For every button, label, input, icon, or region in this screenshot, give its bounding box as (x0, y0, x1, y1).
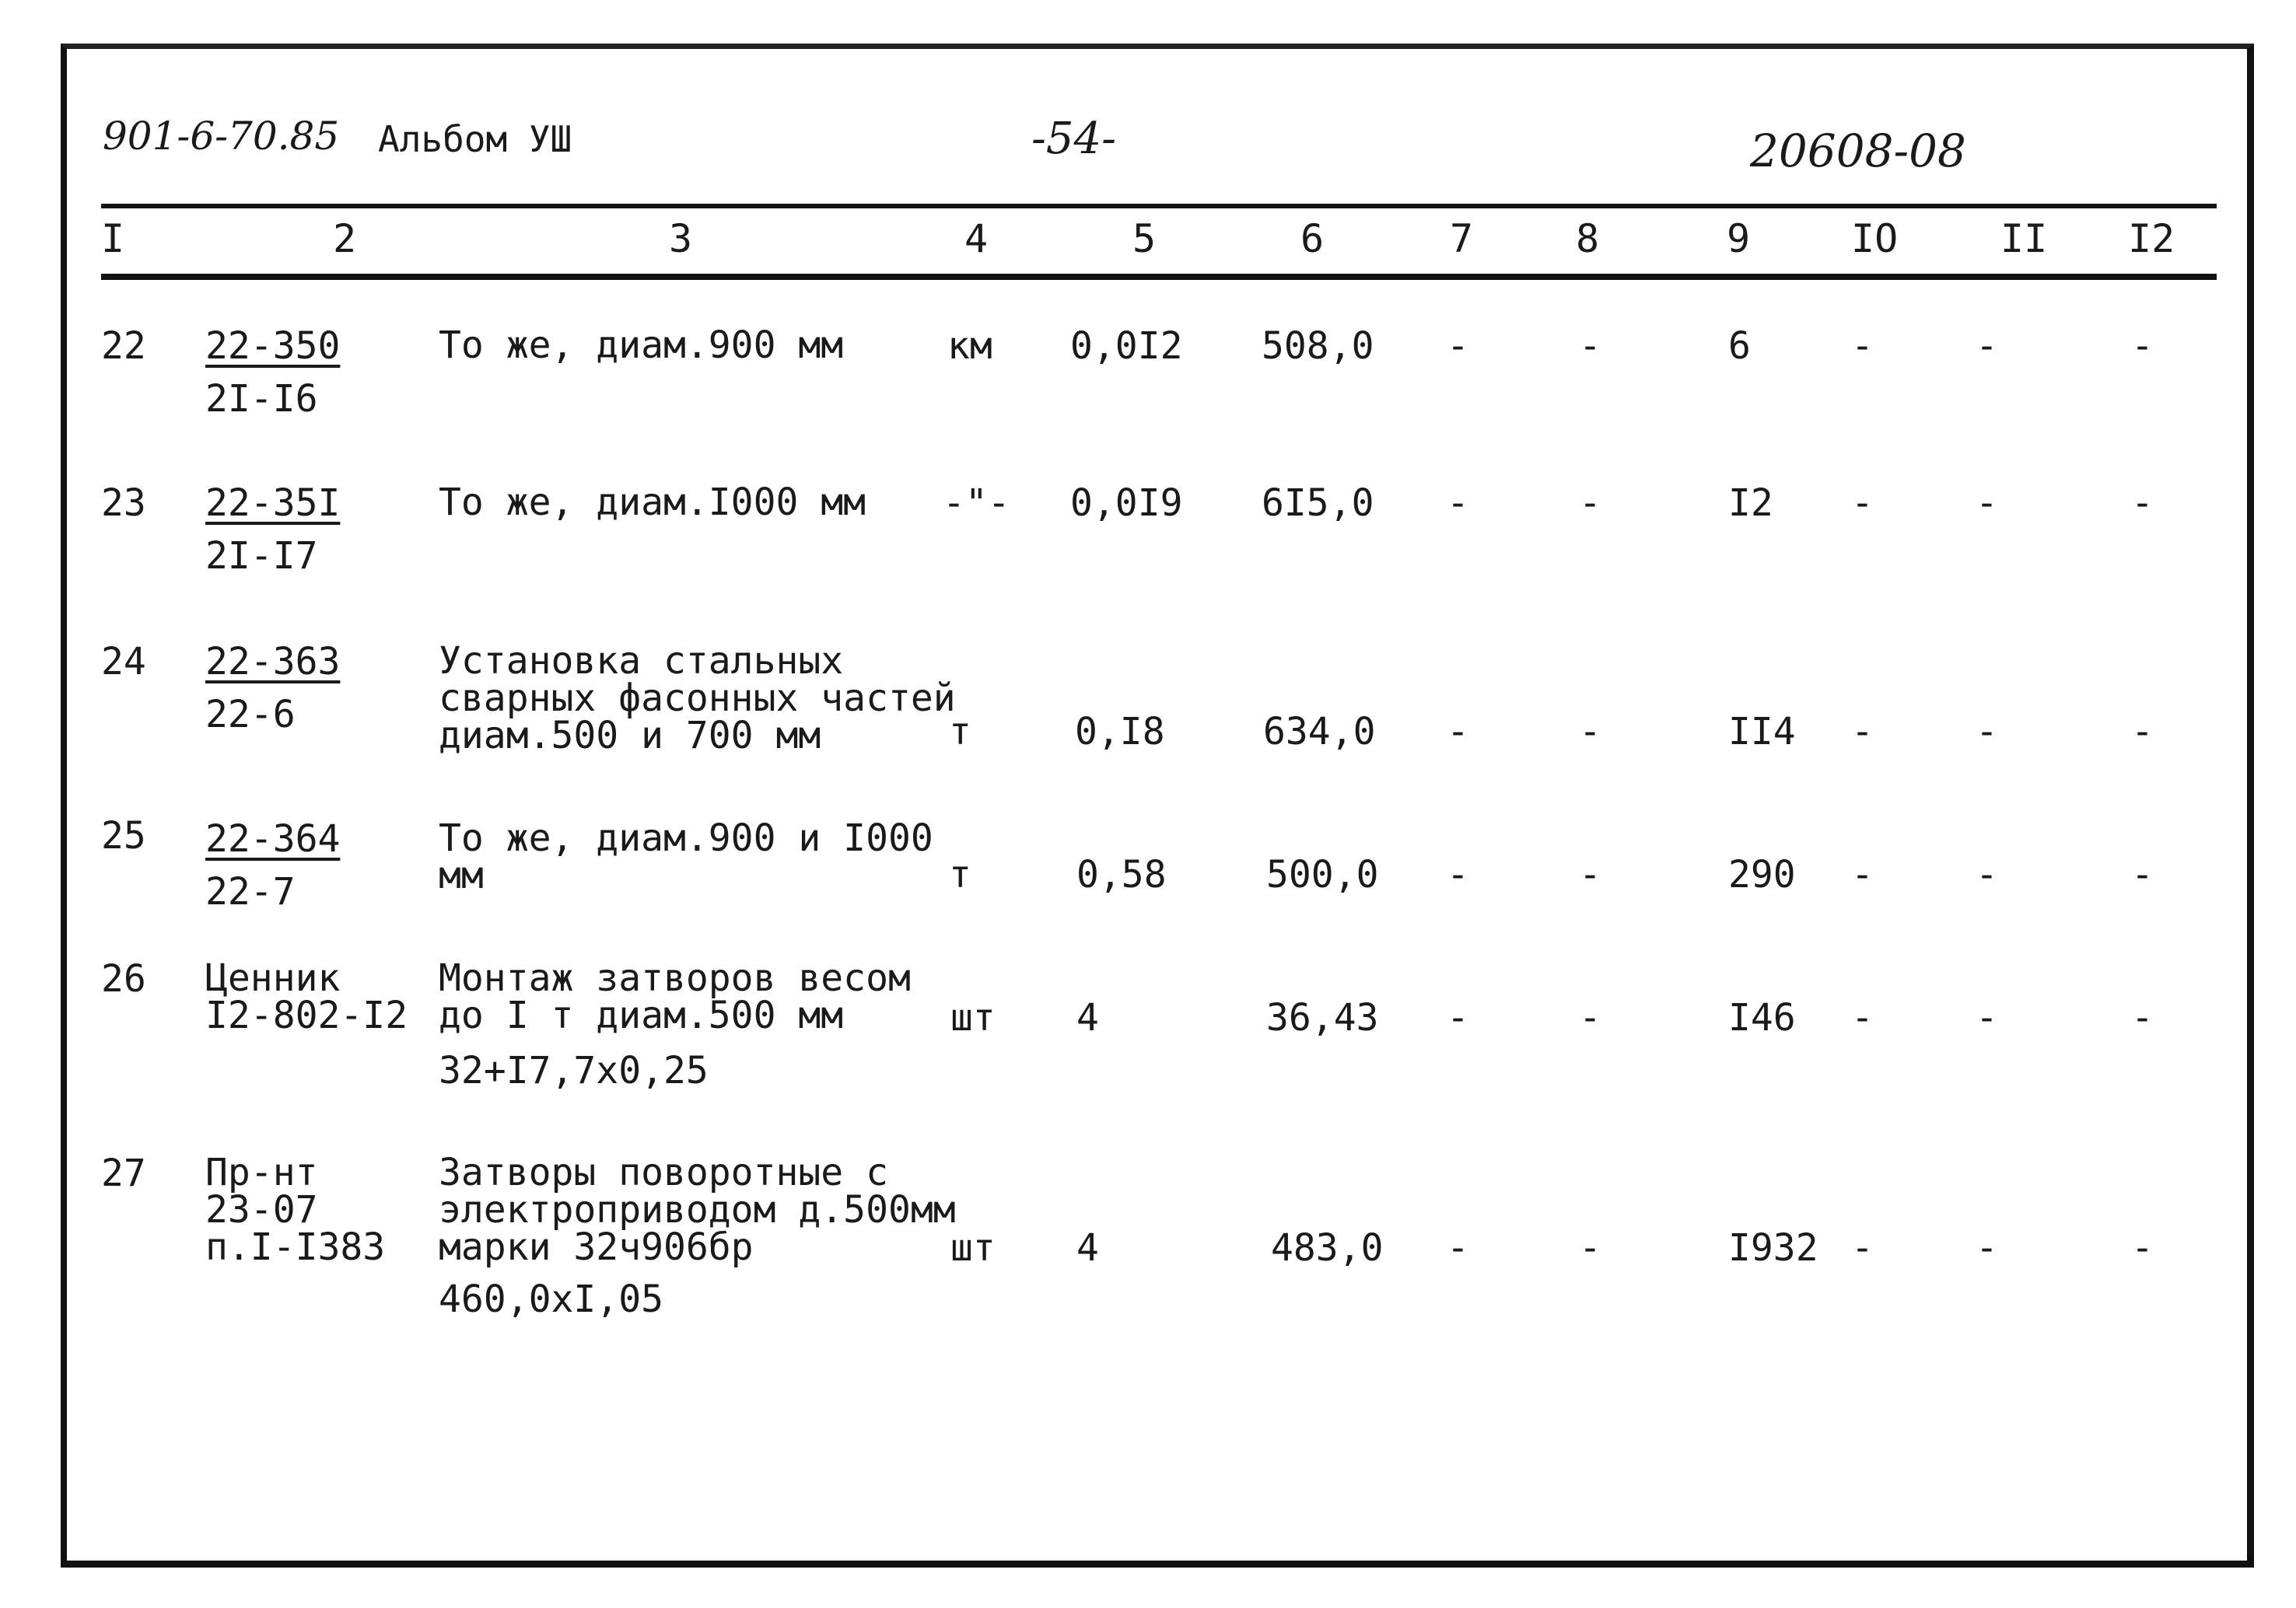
col10-value: - (1851, 481, 1874, 525)
col12-value: - (2131, 324, 2154, 368)
price-calculation: 32+I7,7x0,25 (439, 1049, 709, 1092)
col10-value: - (1851, 853, 1874, 897)
col-header-10: IO (1851, 216, 1899, 261)
col10-value: - (1851, 324, 1874, 368)
quantity: 4 (1076, 1226, 1099, 1270)
price-reference: Пр-нт 23-07 п.I-I383 (205, 1151, 386, 1269)
code-top: 22-364 (205, 817, 341, 861)
col-header-5: 5 (1132, 216, 1157, 261)
col-header-4: 4 (964, 216, 989, 261)
col7-value: - (1447, 1226, 1469, 1270)
doc-code: 901-6-70.85 (103, 114, 340, 159)
col-header-2: 2 (333, 216, 357, 261)
col7-value: - (1447, 481, 1469, 525)
col10-value: - (1851, 996, 1874, 1040)
col12-value: - (2131, 481, 2154, 525)
total-value: I932 (1728, 1226, 1818, 1270)
description: Установка стальных сварных фасонных частей диам.500 и 700 мм (439, 639, 956, 757)
row-number: 23 (101, 481, 146, 525)
page-frame (61, 44, 2254, 1568)
unit: т (949, 853, 971, 897)
col10-value: - (1851, 710, 1874, 753)
sheet-code: 20608-08 (1750, 124, 1966, 177)
code-top: 22-350 (205, 324, 341, 368)
unit-price: 634,0 (1263, 710, 1376, 753)
code-bottom: 2I-I7 (205, 534, 318, 578)
col7-value: - (1447, 853, 1469, 897)
col12-value: - (2131, 710, 2154, 753)
unit: шт (950, 1226, 996, 1270)
col-header-1: I (101, 216, 125, 261)
code-top: 22-35I (205, 481, 341, 525)
col12-value: - (2131, 853, 2154, 897)
code-top: 22-363 (205, 640, 341, 683)
description: То же, диам.900 и I000 мм (439, 816, 933, 897)
description: То же, диам.900 мм (439, 323, 844, 367)
total-value: I2 (1728, 481, 1773, 525)
header-bottom-rule (101, 274, 2217, 280)
col8-value: - (1579, 324, 1601, 368)
row-number: 25 (101, 814, 146, 858)
description: Затворы поворотные с электроприводом д.500мм марки 32ч906бр (439, 1151, 956, 1269)
unit-price: 36,43 (1266, 996, 1379, 1040)
unit-price: 508,0 (1262, 324, 1374, 368)
unit: т (949, 710, 971, 753)
col12-value: - (2131, 1226, 2154, 1270)
album-label: Альбом УШ (378, 118, 572, 160)
quantity: 0,0I9 (1070, 481, 1183, 525)
quantity: 0,I8 (1075, 710, 1165, 753)
col8-value: - (1579, 710, 1601, 753)
col-header-7: 7 (1450, 216, 1474, 261)
col11-value: - (1976, 481, 1998, 525)
col8-value: - (1579, 996, 1601, 1040)
col-header-8: 8 (1576, 216, 1600, 261)
quantity: 4 (1076, 996, 1099, 1040)
description: То же, диам.I000 мм (439, 481, 866, 524)
unit-price: 483,0 (1271, 1226, 1384, 1270)
code-bottom: 2I-I6 (205, 377, 318, 421)
col-header-9: 9 (1727, 216, 1751, 261)
col11-value: - (1976, 710, 1998, 753)
row-number: 24 (101, 640, 146, 683)
col11-value: - (1976, 996, 1998, 1040)
unit: шт (950, 996, 996, 1040)
col-header-12: I2 (2128, 216, 2175, 261)
unit: -"- (943, 481, 1010, 525)
col8-value: - (1579, 481, 1601, 525)
total-value: 6 (1728, 324, 1751, 368)
header-top-rule (101, 204, 2217, 208)
unit-price: 500,0 (1266, 853, 1379, 897)
price-reference: Ценник I2-802-I2 (205, 956, 408, 1037)
col-header-11: II (2000, 216, 2048, 261)
row-number: 27 (101, 1152, 146, 1195)
col11-value: - (1976, 324, 1998, 368)
row-number: 22 (101, 324, 146, 368)
col-header-6: 6 (1300, 216, 1325, 261)
code-bottom: 22-7 (205, 870, 296, 914)
col7-value: - (1447, 996, 1469, 1040)
col7-value: - (1447, 324, 1469, 368)
col8-value: - (1579, 1226, 1601, 1270)
price-calculation: 460,0xI,05 (439, 1278, 663, 1321)
quantity: 0,0I2 (1070, 324, 1183, 368)
col8-value: - (1579, 853, 1601, 897)
total-value: II4 (1728, 710, 1796, 753)
col11-value: - (1976, 853, 1998, 897)
total-value: 290 (1728, 853, 1796, 897)
col10-value: - (1851, 1226, 1874, 1270)
total-value: I46 (1728, 996, 1796, 1040)
unit: км (947, 324, 992, 368)
unit-price: 6I5,0 (1262, 481, 1374, 525)
quantity: 0,58 (1076, 853, 1167, 897)
col12-value: - (2131, 996, 2154, 1040)
col7-value: - (1447, 710, 1469, 753)
col-header-3: 3 (669, 216, 693, 261)
description: Монтаж затворов весом до I т диам.500 мм (439, 956, 911, 1037)
code-bottom: 22-6 (205, 693, 296, 736)
page-number: -54- (1031, 114, 1117, 164)
col11-value: - (1976, 1226, 1998, 1270)
row-number: 26 (101, 957, 146, 1001)
